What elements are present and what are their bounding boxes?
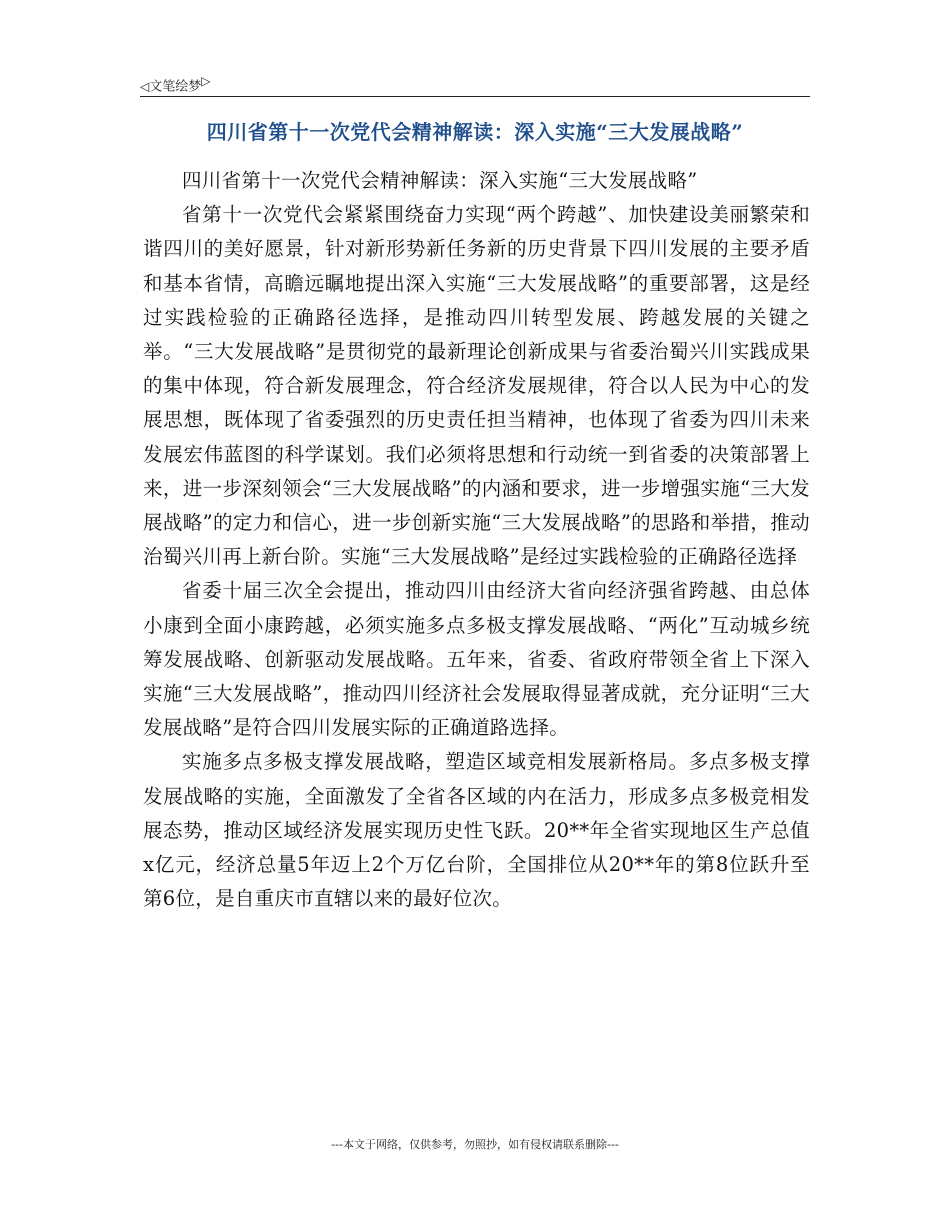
document-title: 四川省第十一次党代会精神解读：深入实施“三大发展战略” — [206, 120, 744, 144]
paragraph: 省委十届三次全会提出，推动四川由经济大省向经济强省跨越、由总体小康到全面小康跨越，必须实施多点多极支撑发展战略、“两化”互动城乡统筹发展战略、创新驱动发展战略。五年来，省委、省政府带领全省上下深入实施“三大发展战略”，推动四川经济社会发展取得显著成就，充分证明“三大发展战略”是符合四川发展实际的正确道路选择。 — [143, 579, 810, 740]
header-logo — [140, 74, 210, 94]
document-body — [143, 164, 810, 916]
paragraph: 省第十一次党代会紧紧围绕奋力实现“两个跨越”、加快建设美丽繁荣和谐四川的美好愿景，针对新形势新任务新的历史背景下四川发展的主要矛盾和基本省情，高瞻远瞩地提出深入实施“三大发展战略”的重要部署，这是经过实践检验的正确路径选择，是推动四川转型发展、跨越发展的关键之举。“三大发展战略”是贯彻党的最新理论创新成果与省委治蜀兴川实践成果的集中体现，符合新发展理念，符合经济发展规律，符合以人民为中心的发展思想，既体现了省委强烈的历史责任担当精神，也体现了省委为四川未来发展宏伟蓝图的科学谋划。我们必须将思想和行动统一到省委的决策部署上来，进一步深刻领会“三大发展战略”的内涵和要求，进一步增强实施“三大发展战略”的定力和信心，进一步创新实施“三大发展战略”的思路和举措，推动治蜀兴川再上新台阶。实施“三大发展战略”是经过实践检验的正确路径选择 — [143, 203, 810, 569]
left-triangle-icon: ◁ — [140, 79, 150, 94]
page-header — [140, 72, 810, 97]
page-footer: ---本文于网络，仅供参考，勿照抄，如有侵权请联系删除--- — [331, 1138, 619, 1151]
right-triangle-icon: ▷ — [201, 74, 211, 88]
paragraph: 实施多点多极支撑发展战略，塑造区域竞相发展新格局。多点多极支撑发展战略的实施，全面激发了全省各区域的内在活力，形成多点多极竞相发展态势，推动区域经济发展实现历史性飞跃。20**年全省实现地区生产总值x亿元，经济总量5年迈上2个万亿台阶，全国排位从20**年的第8位跃升至第6位，是自重庆市直辖以来的最好位次。 — [143, 750, 810, 911]
paragraph-subtitle: 四川省第十一次党代会精神解读：深入实施“三大发展战略” — [182, 169, 698, 192]
logo-text: 文笔绘梦 — [149, 79, 202, 95]
